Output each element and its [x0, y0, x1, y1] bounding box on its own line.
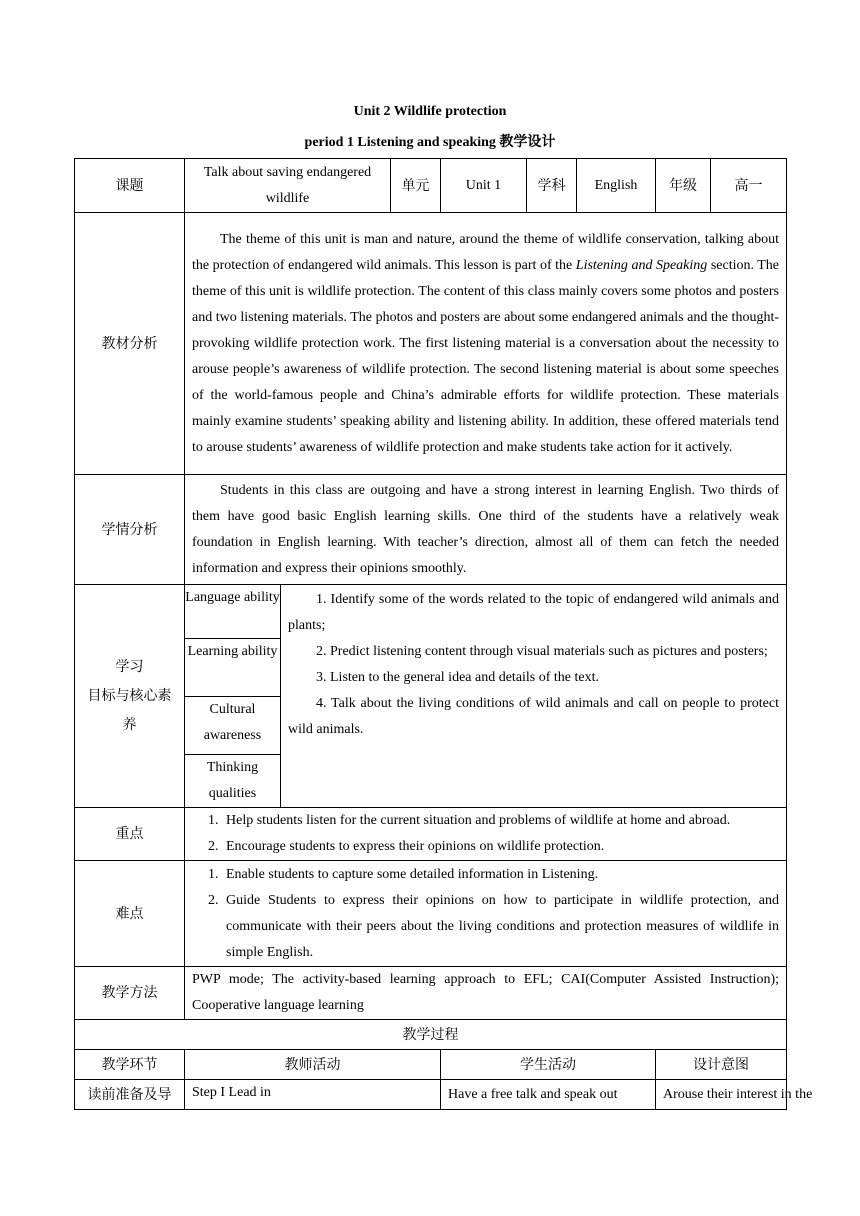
process-purpose-1: Arouse their interest in the — [656, 1080, 787, 1110]
difficult-points-content — [185, 861, 787, 967]
difficult-points-label: 难点 — [75, 861, 185, 967]
methods-label: 教学方法 — [75, 967, 185, 1020]
student-analysis-text: Students in this class are outgoing and have a strong interest in learning English. Two thirds of them have good basic English learning skills. One third of the students have a relatively weak foundation in English learning. With teacher’s direction, almost all of them can fetch the needed information and express their opinions smoothly. — [192, 482, 779, 576]
student-analysis-label: 学情分析 — [75, 475, 185, 585]
objective-item-3: 3. Listen to the general idea and details of the text. — [316, 670, 600, 685]
grade-value: 高一 — [711, 159, 787, 213]
subtitle-text: period 1 Listening and speaking 教学设计 — [304, 135, 556, 150]
methods-row — [75, 967, 787, 1020]
document-title: Unit 2 Wildlife protection — [353, 104, 507, 119]
competency-thinking: Thinking qualities — [206, 760, 259, 801]
process-col-teacher: 教师活动 — [185, 1050, 441, 1080]
material-text-part2: section. The theme of this unit is wildlife protection. The content of this class mainly covers some photos and posters and two listening materials. The photos and posters are about some endangered animals and the thought-provoking wildlife protection work. The first listening material is a conversation about the necessity to arouse people’s awareness of wildlife protection. The second listening material is about some speeches of the world-famous people and China’s admirable efforts for wildlife protection. These materials mainly examine students’ speaking ability and listening ability. In addition, these offered materials tend to arouse students’ awareness of wildlife protection and make students take action for it actively. — [192, 257, 780, 455]
topic-label: 课题 — [75, 159, 185, 213]
material-analysis-label: 教材分析 — [75, 213, 185, 475]
subject-label: 学科 — [527, 159, 577, 213]
key-points-label: 重点 — [75, 808, 185, 861]
competency-list — [185, 585, 281, 808]
difficult-points-row — [75, 861, 787, 967]
objectives-content — [281, 585, 787, 808]
process-col-stage: 教学环节 — [75, 1050, 185, 1080]
process-header-row — [75, 1050, 787, 1080]
objectives-label — [75, 585, 185, 808]
objectives-label-line2: 目标与核心素养 — [87, 687, 172, 733]
competency-language: Language ability — [185, 585, 280, 639]
objectives-label-line1: 学习 — [115, 658, 144, 675]
material-analysis-content — [185, 213, 787, 475]
key-points-list — [192, 808, 779, 860]
header-row — [75, 159, 787, 213]
competency-learning: Learning ability — [185, 639, 280, 697]
topic-value: Talk about saving endangered wildlife — [185, 159, 391, 213]
student-analysis-row — [75, 475, 787, 585]
key-points-content — [185, 808, 787, 861]
difficult-points-list — [192, 862, 779, 966]
process-teacher-1: Step I Lead in — [185, 1080, 441, 1110]
process-stage-1: 读前准备及导 — [75, 1080, 185, 1110]
material-text-part1: The theme of this unit is man and nature, around the theme of wildlife conservation, talking about the protection of endangered wild animals. This lesson is part of the — [192, 231, 779, 273]
document-subtitle — [0, 131, 860, 151]
difficult-point-1: 1. Enable students to capture some detailed information in Listening. — [222, 862, 779, 888]
lesson-plan-table — [74, 158, 813, 1110]
material-text-italic: Listening and Speaking — [575, 257, 708, 273]
unit-label: 单元 — [391, 159, 441, 213]
objective-item-1: 1. Identify some of the words related to the topic of endangered wild animals and plants; — [288, 592, 779, 633]
competency-cultural: Cultural awareness — [185, 697, 280, 755]
process-heading: 教学过程 — [75, 1020, 787, 1050]
grade-label: 年级 — [656, 159, 711, 213]
objectives-row — [75, 585, 787, 808]
process-col-purpose: 设计意图 — [656, 1050, 787, 1080]
student-analysis-content — [185, 475, 787, 585]
material-analysis-text — [192, 227, 779, 461]
objective-item-2: 2. Predict listening content through visual materials such as pictures and posters; — [316, 644, 768, 659]
key-point-2: 2. Encourage students to express their opinions on wildlife protection. — [222, 834, 779, 860]
objective-item-4: 4. Talk about the living conditions of wild animals and call on people to protect wild animals. — [288, 696, 779, 737]
subject-value: English — [577, 159, 656, 213]
process-col-student: 学生活动 — [441, 1050, 656, 1080]
unit-value: Unit 1 — [441, 159, 527, 213]
key-point-1: 1. Help students listen for the current situation and problems of wildlife at home and abroad. — [222, 808, 779, 834]
process-student-1: Have a free talk and speak out — [441, 1080, 656, 1110]
process-row-1 — [75, 1080, 787, 1110]
process-heading-row — [75, 1020, 787, 1050]
methods-text: PWP mode; The activity-based learning approach to EFL; CAI(Computer Assisted Instruction); Cooperative language learning — [185, 967, 787, 1020]
difficult-point-2: 2. Guide Students to express their opinions on how to participate in wildlife protection, and communicate with their peers about the living conditions and protection measures of wildlife in simple English. — [222, 888, 779, 966]
key-points-row — [75, 808, 787, 861]
material-analysis-row — [75, 213, 787, 475]
